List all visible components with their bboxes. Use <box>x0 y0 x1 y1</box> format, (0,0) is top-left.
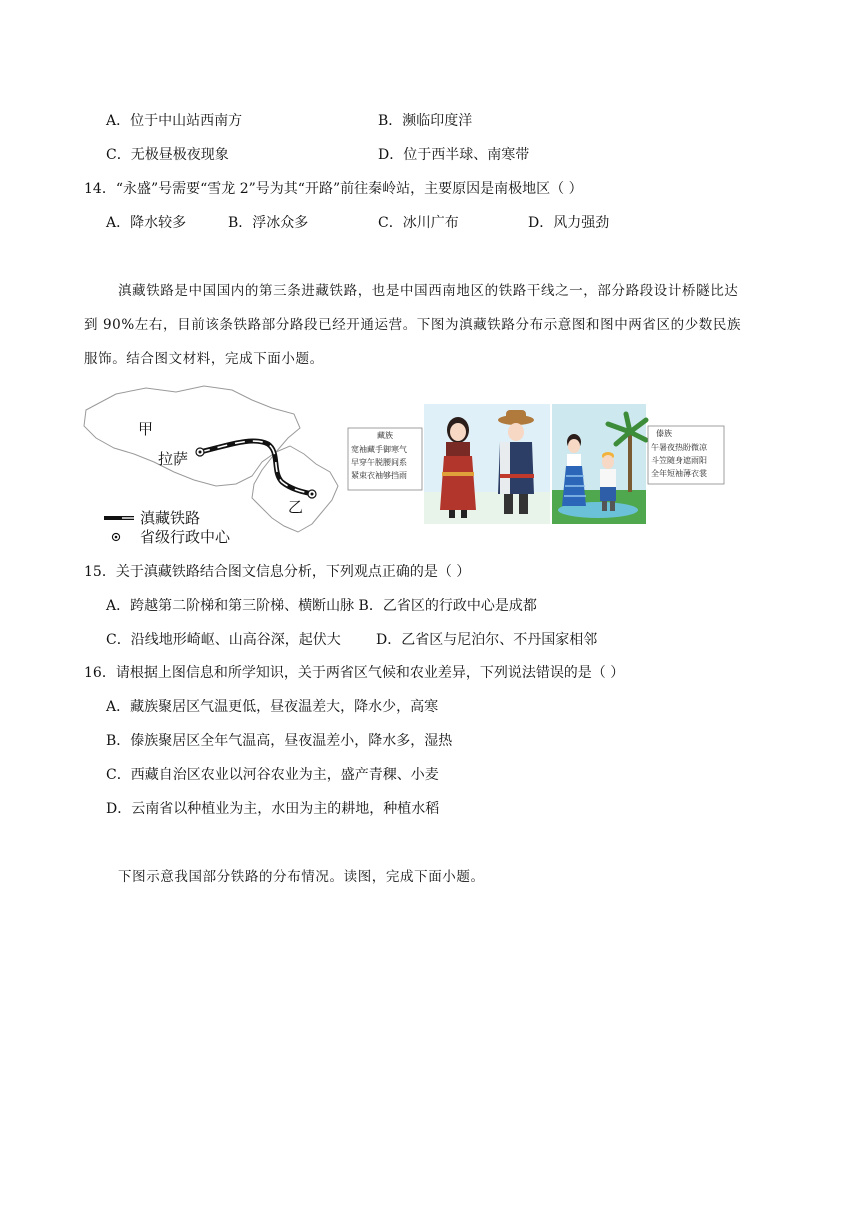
intro2: 下图示意我国部分铁路的分布情况。读图，完成下面小题。 <box>118 869 485 885</box>
legend-center-label: 省级行政中心 <box>140 528 231 546</box>
q16-option-d: D．云南省以种植业为主，水田为主的耕地，种植水稻 <box>106 801 440 817</box>
q15-option-d: D．乙省区与尼泊尔、不丹国家相邻 <box>376 632 598 648</box>
q14-stem: 14．“永盛”号需要“雪龙 2”号为其“开路”前往秦岭站，主要原因是南极地区（ ） <box>84 181 583 197</box>
q14-option-a: A．降水较多 <box>106 215 187 231</box>
dai-line-2: 斗笠随身遮雨阳 <box>651 456 707 465</box>
map-label-jia: 甲 <box>138 420 154 438</box>
q14-option-c: C．冰川广布 <box>378 215 459 231</box>
zang-title: 藏族 <box>377 431 393 440</box>
map-label-lasa: 拉萨 <box>158 450 189 468</box>
dai-line-3: 全年短袖薄衣裳 <box>651 469 707 478</box>
zang-line-3: 紧束衣袖够挡雨 <box>351 471 407 480</box>
q15-stem: 15．关于滇藏铁路结合图文信息分析，下列观点正确的是（ ） <box>84 564 471 580</box>
zang-line-2: 早穿午脱腰间系 <box>351 458 407 467</box>
q13-option-a: A．位于中山站西南方 <box>106 113 243 129</box>
q13-option-b: B．濒临印度洋 <box>378 113 473 129</box>
q16-option-c: C．西藏自治区农业以河谷农业为主，盛产青稞、小麦 <box>106 767 439 783</box>
costume-illustration <box>346 402 726 526</box>
intro-line-3: 服饰。结合图文材料，完成下面小题。 <box>84 351 324 367</box>
q16-stem: 16．请根据上图信息和所学知识，关于两省区气候和农业差异，下列说法错误的是（ ） <box>84 665 625 681</box>
q14-option-b: B．浮冰众多 <box>228 215 309 231</box>
q16-option-a: A．藏族聚居区气温更低，昼夜温差大，降水少，高寒 <box>106 699 439 715</box>
q13-option-d: D．位于西半球、南寒带 <box>378 147 530 163</box>
q14-option-d: D．风力强劲 <box>528 215 610 231</box>
legend-railway-label: 滇藏铁路 <box>140 509 201 527</box>
dai-line-1: 午暑夜热盼微凉 <box>651 443 707 452</box>
zang-line-1: 宽袖藏手御寒气 <box>351 445 407 454</box>
q15-option-c: C．沿线地形崎岖、山高谷深，起伏大 <box>106 632 341 648</box>
map-label-yi: 乙 <box>288 498 304 516</box>
q13-option-c: C．无极昼极夜现象 <box>106 147 229 163</box>
q16-option-b: B．傣族聚居区全年气温高，昼夜温差小，降水多，湿热 <box>106 733 453 749</box>
intro-line-1: 滇藏铁路是中国国内的第三条进藏铁路，也是中国西南地区的铁路干线之一，部分路段设计桥隧比达 <box>118 283 739 299</box>
dai-title: 傣族 <box>656 429 672 438</box>
intro-line-2: 到 90%左右，目前该条铁路部分路段已经开通运营。下图为滇藏铁路分布示意图和图中两省区的少数民族 <box>84 317 742 333</box>
railway-map <box>76 380 344 550</box>
q15-option-a-b: A．跨越第二阶梯和第三阶梯、横断山脉 B．乙省区的行政中心是成都 <box>106 598 537 614</box>
